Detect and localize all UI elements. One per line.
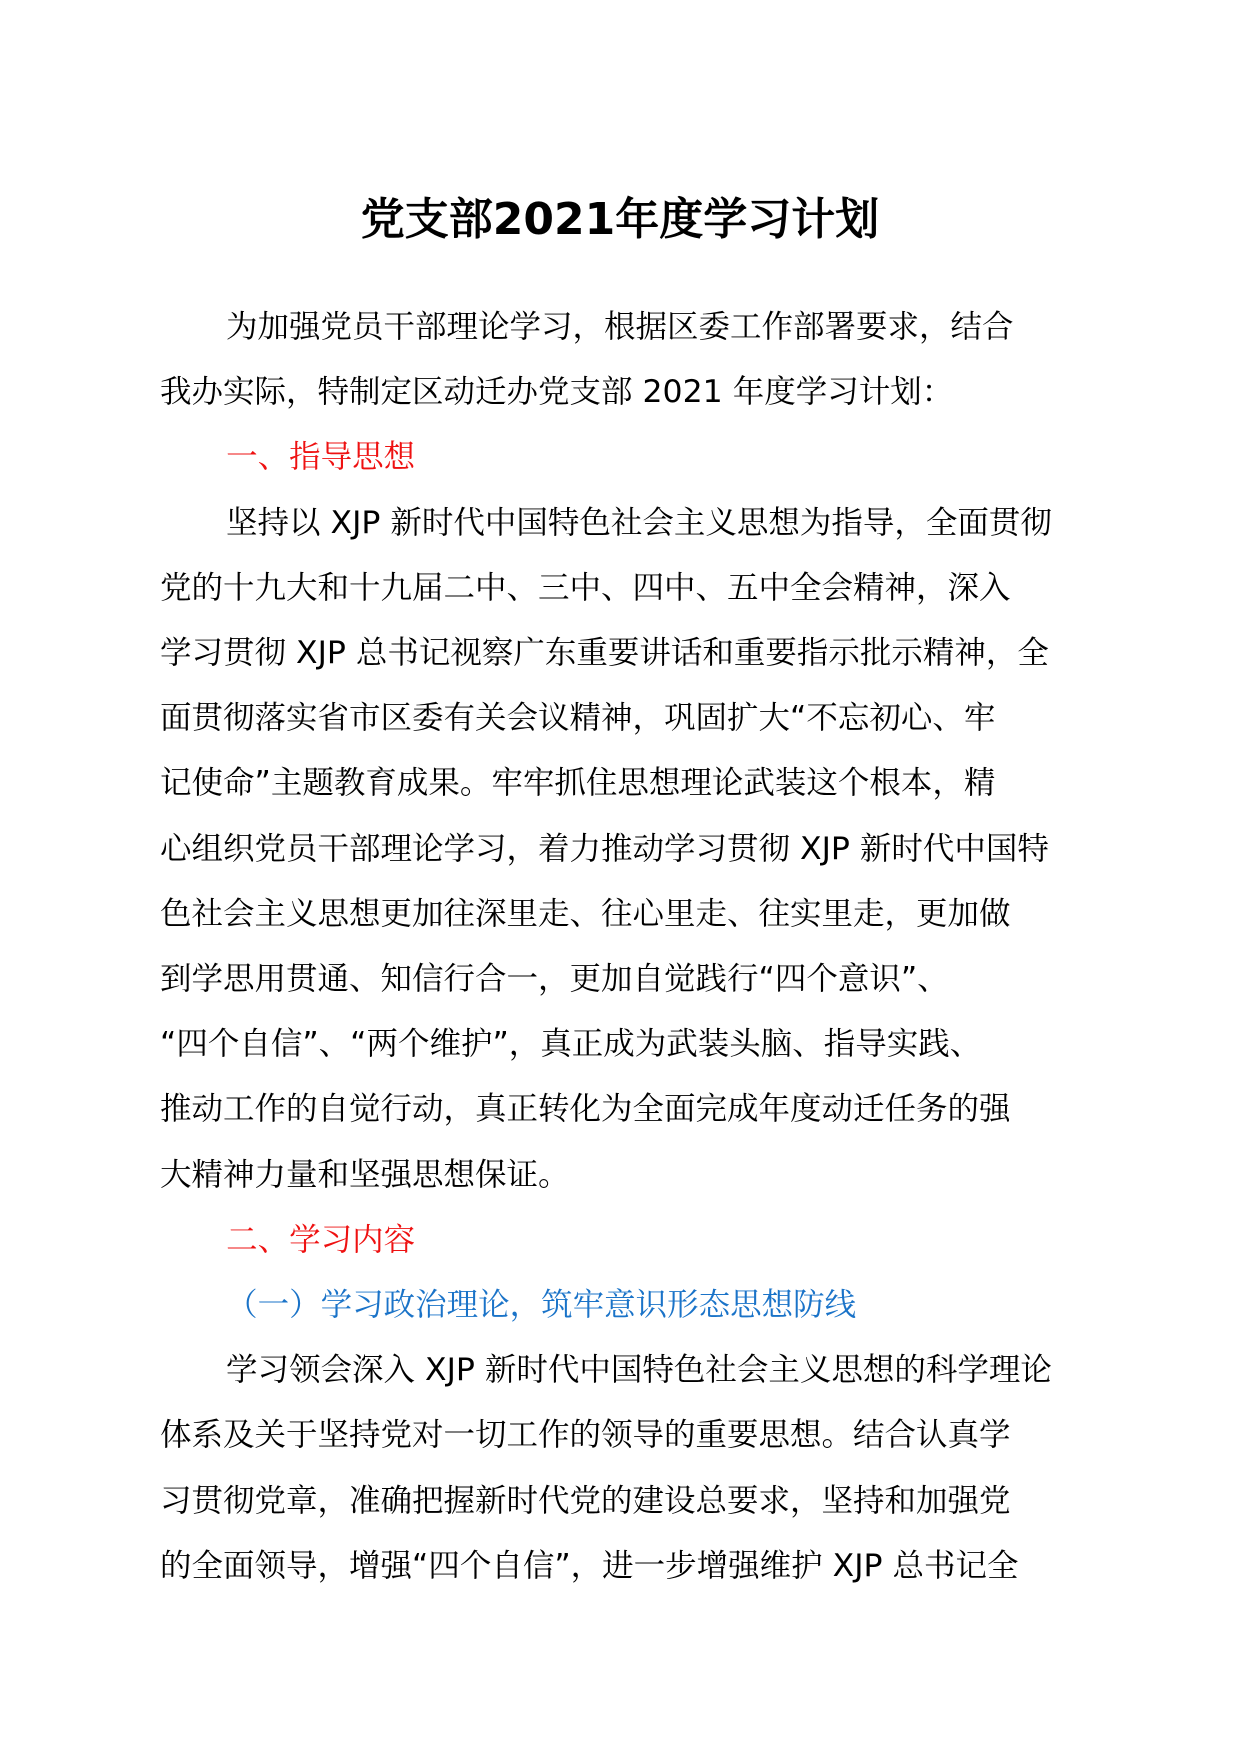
paragraph-line: 党的十九大和十九届二中、三中、四中、五中全会精神，深入 xyxy=(160,569,1011,606)
paragraph-line: 的全面领导，增强“四个自信”，进一步增强维护 XJP 总书记全 xyxy=(160,1547,1019,1584)
paragraph-line: 大精神力量和坚强思想保证。 xyxy=(160,1156,570,1193)
paragraph-line: 学习领会深入 XJP 新时代中国特色社会主义思想的科学理论 xyxy=(226,1352,1052,1389)
political-theory-paragraph xyxy=(160,1338,1095,1599)
document-title: 党支部2021年度学习计划 xyxy=(360,194,880,245)
paragraph-line: 面贯彻落实省市区委有关会议精神，巩固扩大“不忘初心、牢 xyxy=(160,700,996,737)
section-heading-guiding-thought: 一、指导思想 xyxy=(226,439,416,476)
paragraph-line: 心组织党员干部理论学习，着力推动学习贯彻 XJP 新时代中国特 xyxy=(160,830,1049,867)
paragraph-line: 学习贯彻 XJP 总书记视察广东重要讲话和重要指示批示精神，全 xyxy=(160,635,1049,672)
document-body xyxy=(160,295,1095,1599)
paragraph-line: 体系及关于坚持党对一切工作的领导的重要思想。结合认真学 xyxy=(160,1417,1011,1454)
paragraph-line: 色社会主义思想更加往深里走、往心里走、往实里走，更加做 xyxy=(160,895,1011,932)
paragraph-line: 推动工作的自觉行动，真正转化为全面完成年度动迁任务的强 xyxy=(160,1091,1011,1128)
paragraph-line: “四个自信”、“两个维护”，真正成为武装头脑、指导实践、 xyxy=(160,1026,982,1063)
paragraph-line: 到学思用贯通、知信行合一，更加自觉践行“四个意识”、 xyxy=(160,961,949,998)
paragraph-line: 记使命”主题教育成果。牢牢抓住思想理论武装这个根本，精 xyxy=(160,765,996,802)
intro-line: 我办实际，特制定区动迁办党支部 2021 年度学习计划： xyxy=(160,374,954,411)
intro-line: 为加强党员干部理论学习，根据区委工作部署要求，结合 xyxy=(226,309,1014,345)
intro-paragraph xyxy=(160,295,1095,425)
section-heading-study-content: 二、学习内容 xyxy=(226,1221,416,1258)
subsection-heading-political-theory: （一）学习政治理论，筑牢意识形态思想防线 xyxy=(226,1287,857,1324)
guiding-thought-paragraph xyxy=(160,491,1095,1208)
paragraph-line: 坚持以 XJP 新时代中国特色社会主义思想为指导，全面贯彻 xyxy=(226,504,1052,541)
paragraph-line: 习贯彻党章，准确把握新时代党的建设总要求，坚持和加强党 xyxy=(160,1482,1011,1519)
